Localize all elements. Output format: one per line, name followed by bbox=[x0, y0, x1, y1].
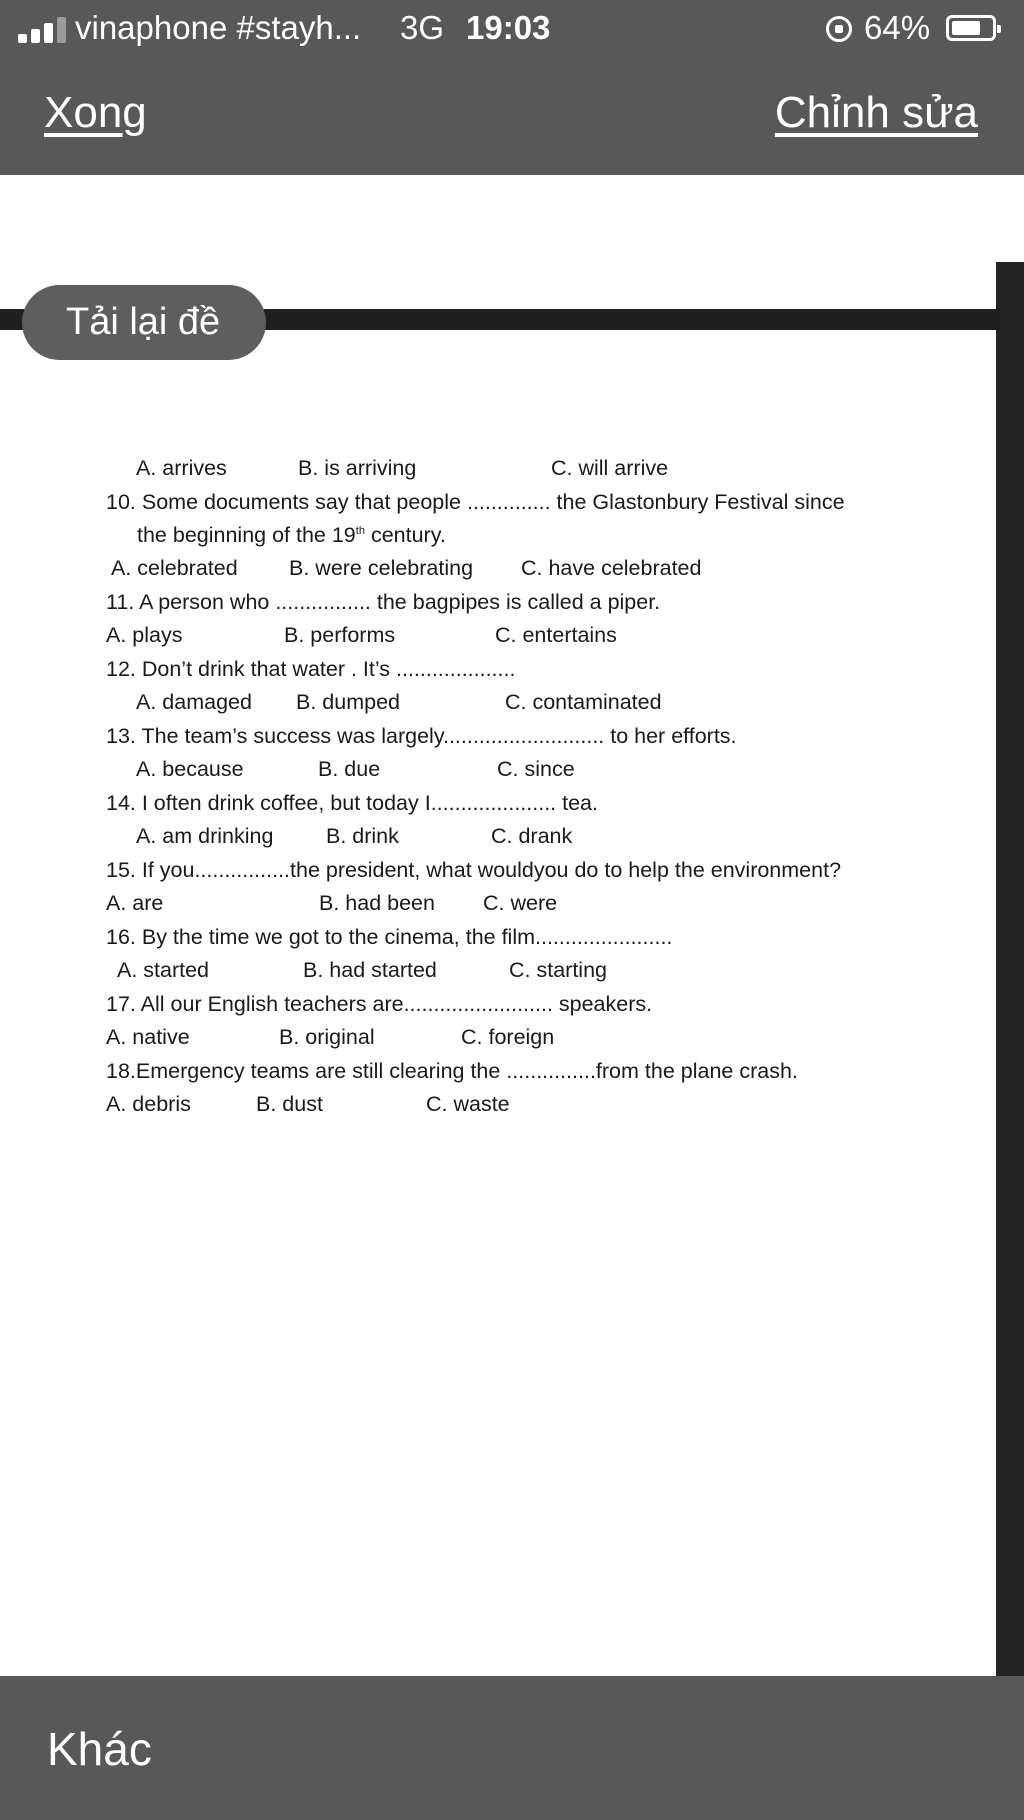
q14-option-c: C. drank bbox=[491, 824, 573, 848]
q16-option-c: C. starting bbox=[509, 958, 607, 982]
q9-option-c: C. will arrive bbox=[551, 456, 669, 480]
q18-option-a: A. debris bbox=[106, 1092, 191, 1116]
q10-option-c: C. have celebrated bbox=[521, 556, 702, 580]
q13-option-c: C. since bbox=[497, 757, 575, 781]
q17-option-c: C. foreign bbox=[461, 1025, 555, 1049]
q13-option-a: A. because bbox=[136, 757, 244, 781]
q18-option-b: B. dust bbox=[256, 1092, 323, 1116]
q10-option-a: A. celebrated bbox=[111, 556, 238, 580]
q11-option-c: C. entertains bbox=[495, 623, 617, 647]
q10-text-continued: the beginning of the 19th century. bbox=[137, 523, 446, 547]
q11-option-a: A. plays bbox=[106, 623, 183, 647]
carrier-name: vinaphone #stayh... bbox=[75, 9, 362, 46]
q17-option-b: B. original bbox=[279, 1025, 375, 1049]
q15-option-c: C. were bbox=[483, 891, 558, 915]
document-edge bbox=[996, 262, 1024, 1676]
q14-option-b: B. drink bbox=[326, 824, 399, 848]
q9-option-a: A. arrives bbox=[136, 456, 227, 480]
q14-text: 14. I often drink coffee, but today I..................... tea. bbox=[106, 791, 598, 815]
q11-text: 11. A person who ................ the bagpipes is called a piper. bbox=[106, 590, 661, 614]
network-type: 3G bbox=[400, 9, 445, 46]
q18-text: 18.Emergency teams are still clearing the ...............from the plane crash. bbox=[106, 1059, 798, 1083]
q12-option-c: C. contaminated bbox=[505, 690, 662, 714]
q12-option-a: A. damaged bbox=[136, 690, 252, 714]
reload-exam-button[interactable]: Tải lại đề bbox=[22, 285, 266, 360]
bottom-bar bbox=[0, 1676, 1024, 1820]
q15-option-a: A. are bbox=[106, 891, 164, 915]
q15-text: 15. If you................the president, what wouldyou do to help the environment? bbox=[106, 858, 842, 882]
edit-button[interactable]: Chỉnh sửa bbox=[774, 88, 978, 137]
q15-option-b: B. had been bbox=[319, 891, 435, 915]
q13-option-b: B. due bbox=[318, 757, 381, 781]
q12-text: 12. Don’t drink that water . It’s .................... bbox=[106, 657, 516, 681]
other-button[interactable]: Khác bbox=[47, 1723, 152, 1775]
q16-option-a: A. started bbox=[117, 958, 210, 982]
q17-text: 17. All our English teachers are......................... speakers. bbox=[106, 992, 653, 1016]
q11-option-b: B. performs bbox=[284, 623, 396, 647]
battery-percent: 64% bbox=[864, 9, 931, 46]
q12-option-b: B. dumped bbox=[296, 690, 400, 714]
done-button[interactable]: Xong bbox=[44, 88, 147, 137]
q16-option-b: B. had started bbox=[303, 958, 437, 982]
q10-option-b: B. were celebrating bbox=[289, 556, 474, 580]
q9-option-b: B. is arriving bbox=[298, 456, 417, 480]
q13-text: 13. The team’s success was largely........................... to her efforts. bbox=[106, 724, 737, 748]
q16-text: 16. By the time we got to the cinema, the film....................... bbox=[106, 925, 673, 949]
q18-option-c: C. waste bbox=[426, 1092, 510, 1116]
status-time: 19:03 bbox=[466, 9, 551, 46]
q17-option-a: A. native bbox=[106, 1025, 190, 1049]
q10-text: 10. Some documents say that people .............. the Glastonbury Festival since bbox=[106, 490, 845, 514]
q14-option-a: A. am drinking bbox=[136, 824, 274, 848]
